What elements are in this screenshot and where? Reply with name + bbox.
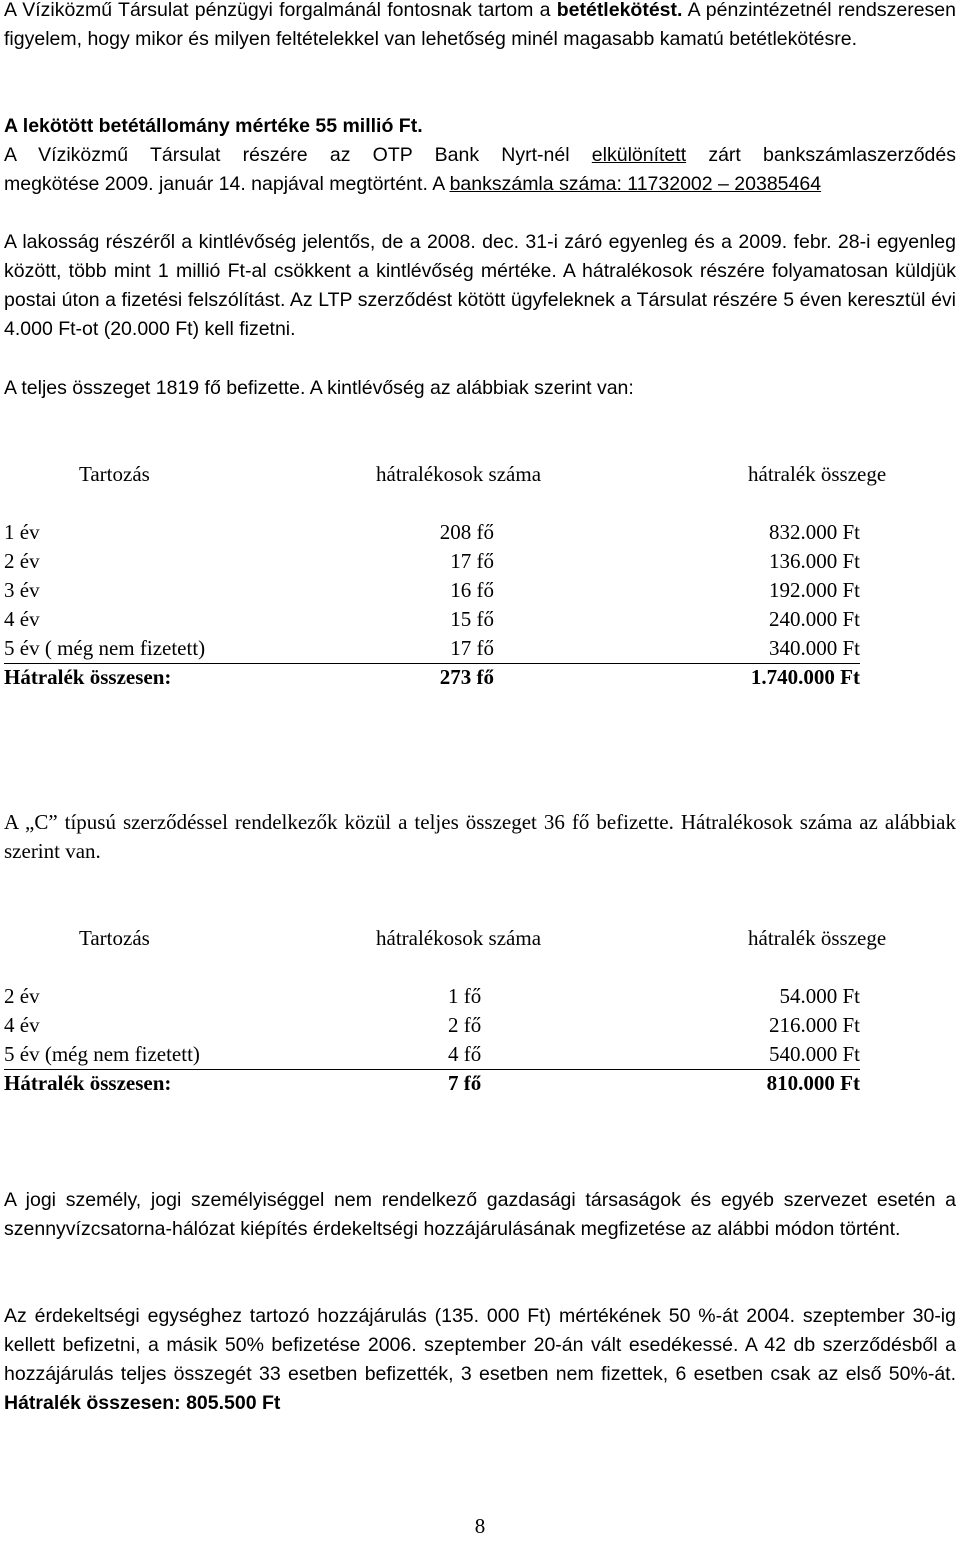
row-period: 4 év bbox=[4, 1013, 40, 1037]
table-row bbox=[4, 518, 860, 547]
paid-total-text: A teljes összeget 1819 fő befizette. bbox=[4, 377, 310, 399]
bank-account-line bbox=[4, 170, 956, 199]
total-label: Hátralék összesen: bbox=[4, 1071, 172, 1095]
bank-account-text-a: megkötése 2009. január 14. napjával megtörtént. A bbox=[4, 173, 450, 195]
row-count: 4 fő bbox=[448, 1042, 482, 1066]
row-period: 2 év bbox=[4, 549, 40, 573]
row-amount: 136.000 Ft bbox=[768, 549, 860, 573]
bank-contract-text-a: A Víziközmű Társulat részére az OTP Bank Nyrt-nél bbox=[4, 144, 592, 166]
page-number: 8 bbox=[474, 1514, 486, 1538]
bank-account-number: bankszámla száma: 11732002 – 20385464 bbox=[449, 173, 822, 195]
deposit-bold: betétlekötést. bbox=[556, 0, 683, 21]
row-amount: 240.000 Ft bbox=[768, 607, 860, 631]
row-count: 2 fő bbox=[448, 1013, 482, 1037]
table-header-amount: hátralék összege bbox=[748, 926, 887, 950]
total-label: Hátralék összesen: bbox=[4, 665, 172, 689]
paragraph-bank-account bbox=[4, 112, 956, 199]
deposit-amount-line: A lekötött betétállomány mértéke 55 millió Ft. bbox=[4, 115, 423, 137]
paragraph-legal-entities: A jogi személy, jogi személyiséggel nem rendelkező gazdasági társaságok és egyéb szervezet esetén a szennyvízcsatorna-hálózat kiépítés érdekeltségi hozzájárulásának megfizetése az alábbi módon történt. bbox=[4, 1189, 956, 1240]
table-row bbox=[4, 634, 860, 664]
paragraph-paid-total bbox=[4, 374, 956, 403]
table-row bbox=[4, 576, 860, 605]
table-header-debtors: hátralékosok száma bbox=[376, 926, 542, 950]
table-header-debt: Tartozás bbox=[79, 926, 150, 950]
row-period: 5 év ( még nem fizetett) bbox=[4, 636, 206, 660]
total-amount: 1.740.000 Ft bbox=[750, 665, 860, 689]
row-period: 1 év bbox=[4, 520, 40, 544]
table-row bbox=[4, 1011, 860, 1040]
table-row bbox=[4, 982, 860, 1011]
row-amount: 340.000 Ft bbox=[768, 636, 860, 660]
table-header-debtors: hátralékosok száma bbox=[376, 462, 542, 486]
total-count: 273 fő bbox=[439, 665, 494, 689]
table-header-amount: hátralék összege bbox=[748, 462, 887, 486]
paragraph-deposit bbox=[4, 0, 956, 54]
contribution-total: Hátralék összesen: 805.500 Ft bbox=[4, 1392, 281, 1414]
row-period: 3 év bbox=[4, 578, 40, 602]
row-period: 4 év bbox=[4, 607, 40, 631]
bank-contract-underlined: elkülönített bbox=[591, 144, 687, 166]
row-count: 1 fő bbox=[448, 984, 482, 1008]
paragraph-contribution bbox=[4, 1302, 956, 1418]
row-amount: 216.000 Ft bbox=[768, 1013, 860, 1037]
row-count: 15 fő bbox=[450, 607, 494, 631]
contribution-text: Az érdekeltségi egységhez tartozó hozzájárulás (135. 000 Ft) mértékének 50 %-át 2004. szeptember 30-ig kellett befizetni, a másik 50% befizetése 2006. szeptember 20-án vált esedékessé. A 42 db szerződésből a hozzájárulás teljes összegét 33 esetben befizették, 3 esetben nem fizettek, 6 esetben csak az első 50%-át. bbox=[4, 1305, 956, 1385]
total-amount: 810.000 Ft bbox=[766, 1071, 860, 1095]
paragraph-receivables: A lakosság részéről a kintlévőség jelentős, de a 2008. dec. 31-i záró egyenleg és a 2009. febr. 28-i egyenleg között, több mint 1 millió Ft-al csökkent a kintlévőség mértéke. A hátralékosok részére folyamatosan küldjük postai úton a fizetési felszólítást. Az LTP szerződést kötött ügyfeleknek a Társulat részére 5 éven keresztül évi 4.000 Ft-ot (20.000 Ft) kell fizetni. bbox=[4, 231, 956, 340]
row-count: 16 fő bbox=[450, 578, 494, 602]
deposit-text-a: A Víziközmű Társulat pénzügyi forgalmánál fontosnak tartom a bbox=[4, 0, 557, 21]
row-amount: 54.000 Ft bbox=[779, 984, 860, 1008]
receivables-intro-text: A kintlévőség az alábbiak szerint van: bbox=[309, 377, 634, 399]
row-amount: 192.000 Ft bbox=[768, 578, 860, 602]
table-row bbox=[4, 605, 860, 634]
table-total-row bbox=[4, 1069, 860, 1098]
table-header-debt: Tartozás bbox=[79, 462, 150, 486]
bank-contract-line bbox=[4, 141, 956, 170]
paragraph-c-type: A „C” típusú szerződéssel rendelkezők közül a teljes összeget 36 fő befizette. Hátralékosok száma az alábbiak szerint van. bbox=[4, 810, 956, 863]
table-row bbox=[4, 1040, 860, 1070]
row-amount: 540.000 Ft bbox=[768, 1042, 860, 1066]
row-amount: 832.000 Ft bbox=[768, 520, 860, 544]
row-count: 17 fő bbox=[450, 636, 494, 660]
row-period: 5 év (még nem fizetett) bbox=[4, 1042, 200, 1066]
bank-contract-text-b: zárt bankszámlaszerződés bbox=[686, 144, 956, 166]
table-total-row bbox=[4, 663, 860, 692]
deposit-text-b: A pénzintézetnél rendszeresen figyelem, hogy mikor és milyen feltételekkel van lehetőség minél magasabb kamatú betétlekötésre. bbox=[4, 0, 956, 50]
table-row bbox=[4, 547, 860, 576]
row-count: 17 fő bbox=[450, 549, 494, 573]
total-count: 7 fő bbox=[448, 1071, 482, 1095]
row-period: 2 év bbox=[4, 984, 40, 1008]
row-count: 208 fő bbox=[439, 520, 494, 544]
